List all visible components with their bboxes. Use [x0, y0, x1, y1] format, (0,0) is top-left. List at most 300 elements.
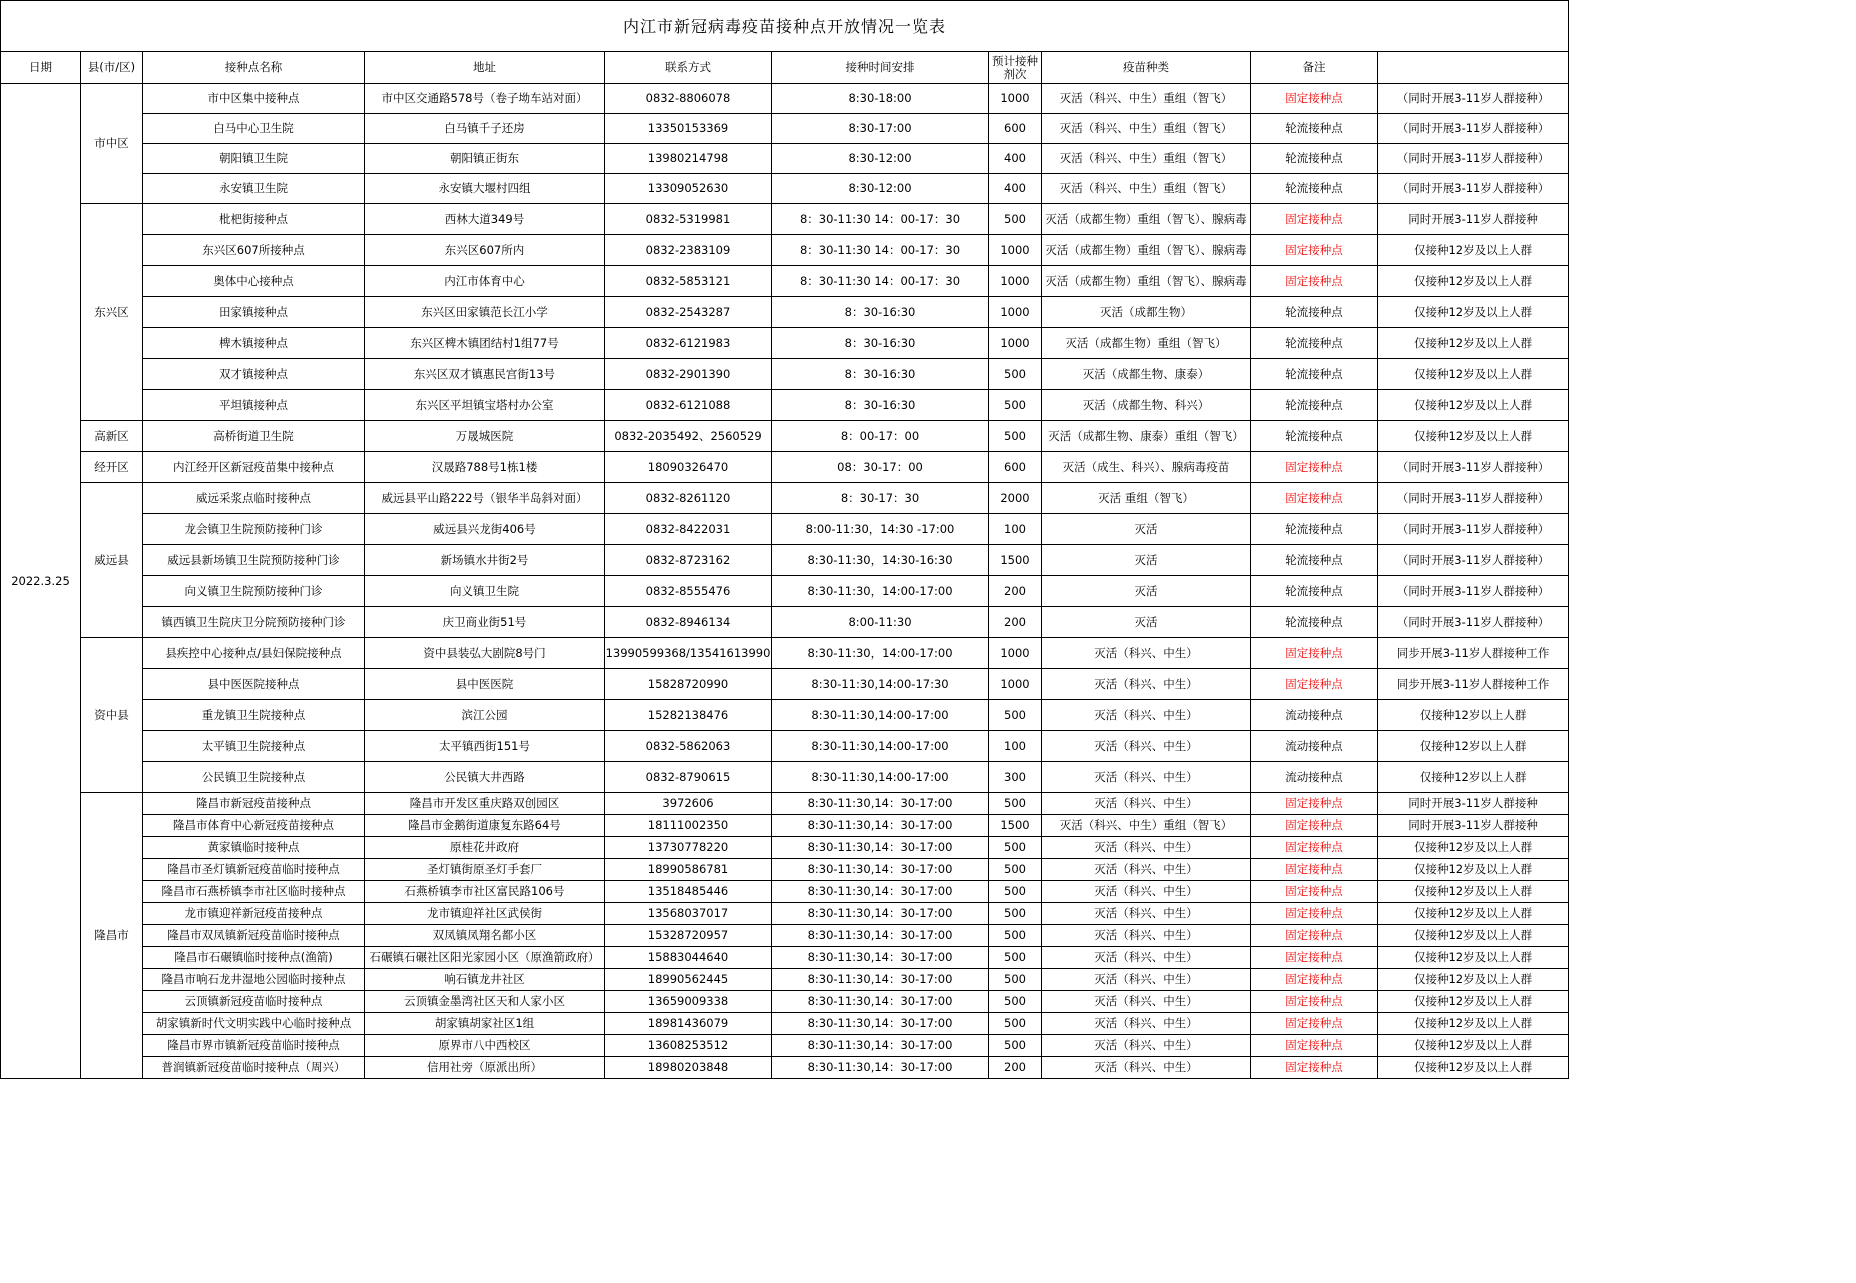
header-vaccine: 疫苗种类 [1042, 52, 1251, 84]
time-cell: 8：30-11:30 14：00-17：30 [772, 266, 989, 297]
table-row [1, 483, 1569, 514]
contact-cell: 18980203848 [605, 1057, 772, 1079]
table-row [1, 421, 1569, 452]
address-cell: 东兴区平坦镇宝塔村办公室 [365, 390, 605, 421]
contact-cell: 0832-8261120 [605, 483, 772, 514]
time-cell: 8:00-11:30，14:30 -17:00 [772, 514, 989, 545]
address-cell: 威远县兴龙街406号 [365, 514, 605, 545]
table-row [1, 903, 1569, 925]
note-cell: 仅接种12岁及以上人群 [1378, 903, 1569, 925]
vaccine-cell: 灭活（科兴、中生） [1042, 969, 1251, 991]
address-cell: 威远县平山路222号（银华半岛斜对面） [365, 483, 605, 514]
doses-cell: 1500 [989, 815, 1042, 837]
contact-cell: 13730778220 [605, 837, 772, 859]
doses-cell: 1000 [989, 297, 1042, 328]
contact-cell: 0832-2383109 [605, 235, 772, 266]
address-cell: 永安镇大堰村四组 [365, 174, 605, 204]
table-row [1, 114, 1569, 144]
note-cell: 仅接种12岁及以上人群 [1378, 1013, 1569, 1035]
doses-cell: 400 [989, 174, 1042, 204]
vaccine-cell: 灭活（成都生物）重组（智飞）、腺病毒 [1042, 204, 1251, 235]
vaccine-cell: 灭活 [1042, 607, 1251, 638]
doses-cell: 1000 [989, 266, 1042, 297]
remark-cell: 轮流接种点 [1251, 144, 1378, 174]
time-cell: 8:30-11:30,14：30-17:00 [772, 815, 989, 837]
address-cell: 东兴区椑木镇团结村1组77号 [365, 328, 605, 359]
note-cell: （同时开展3-11岁人群接种） [1378, 114, 1569, 144]
contact-cell: 0832-2901390 [605, 359, 772, 390]
site-name-cell: 普润镇新冠疫苗临时接种点（周兴） [143, 1057, 365, 1079]
time-cell: 8：30-17：30 [772, 483, 989, 514]
site-name-cell: 椑木镇接种点 [143, 328, 365, 359]
header-remark: 备注 [1251, 52, 1378, 84]
date-cell: 2022.3.25 [1, 84, 81, 1079]
note-cell: （同时开展3-11岁人群接种） [1378, 607, 1569, 638]
address-cell: 西林大道349号 [365, 204, 605, 235]
time-cell: 8:30-11:30,14：30-17:00 [772, 903, 989, 925]
address-cell: 太平镇西街151号 [365, 731, 605, 762]
vaccine-cell: 灭活 [1042, 514, 1251, 545]
header-site-name: 接种点名称 [143, 52, 365, 84]
site-name-cell: 公民镇卫生院接种点 [143, 762, 365, 793]
vaccine-cell: 灭活 [1042, 576, 1251, 607]
table-row [1, 607, 1569, 638]
site-name-cell: 白马中心卫生院 [143, 114, 365, 144]
contact-cell: 0832-2543287 [605, 297, 772, 328]
contact-cell: 15282138476 [605, 700, 772, 731]
header-district: 县(市/区) [81, 52, 143, 84]
remark-cell: 轮流接种点 [1251, 576, 1378, 607]
doses-cell: 100 [989, 514, 1042, 545]
time-cell: 8：30-11:30 14：00-17：30 [772, 235, 989, 266]
doses-cell: 200 [989, 576, 1042, 607]
vaccine-cell: 灭活（科兴、中生）重组（智飞） [1042, 174, 1251, 204]
address-cell: 朝阳镇正街东 [365, 144, 605, 174]
district-cell: 经开区 [81, 452, 143, 483]
table-row [1, 174, 1569, 204]
doses-cell: 500 [989, 390, 1042, 421]
remark-cell: 固定接种点 [1251, 837, 1378, 859]
note-cell: （同时开展3-11岁人群接种） [1378, 144, 1569, 174]
note-cell: 仅接种12岁及以上人群 [1378, 328, 1569, 359]
doses-cell: 500 [989, 925, 1042, 947]
doses-cell: 2000 [989, 483, 1042, 514]
note-cell: （同时开展3-11岁人群接种） [1378, 576, 1569, 607]
note-cell: 同步开展3-11岁人群接种工作 [1378, 638, 1569, 669]
site-name-cell: 龙会镇卫生院预防接种门诊 [143, 514, 365, 545]
time-cell: 8：30-11:30 14：00-17：30 [772, 204, 989, 235]
note-cell: 仅接种12岁及以上人群 [1378, 266, 1569, 297]
site-name-cell: 奥体中心接种点 [143, 266, 365, 297]
header-address: 地址 [365, 52, 605, 84]
table-row [1, 235, 1569, 266]
site-name-cell: 隆昌市圣灯镇新冠疫苗临时接种点 [143, 859, 365, 881]
table-row [1, 266, 1569, 297]
note-cell: （同时开展3-11岁人群接种） [1378, 545, 1569, 576]
remark-cell: 固定接种点 [1251, 1013, 1378, 1035]
site-name-cell: 隆昌市新冠疫苗接种点 [143, 793, 365, 815]
table-row [1, 859, 1569, 881]
remark-cell: 流动接种点 [1251, 731, 1378, 762]
time-cell: 8:30-11:30,14：30-17:00 [772, 837, 989, 859]
sheet-title: 内江市新冠病毒疫苗接种点开放情况一览表 [1, 1, 1569, 52]
site-name-cell: 隆昌市体育中心新冠疫苗接种点 [143, 815, 365, 837]
vaccine-cell: 灭活（科兴、中生） [1042, 669, 1251, 700]
site-name-cell: 太平镇卫生院接种点 [143, 731, 365, 762]
remark-cell: 轮流接种点 [1251, 328, 1378, 359]
table-row [1, 390, 1569, 421]
vaccine-cell: 灭活（科兴、中生） [1042, 881, 1251, 903]
note-cell: 同时开展3-11岁人群接种 [1378, 204, 1569, 235]
note-cell: 仅接种12岁及以上人群 [1378, 969, 1569, 991]
vaccine-cell: 灭活（成都生物）重组（智飞）、腺病毒 [1042, 235, 1251, 266]
vaccine-cell: 灭活（成都生物） [1042, 297, 1251, 328]
doses-cell: 1500 [989, 545, 1042, 576]
vaccine-cell: 灭活（成都生物）重组（智飞）、腺病毒 [1042, 266, 1251, 297]
table-row [1, 1013, 1569, 1035]
remark-cell: 轮流接种点 [1251, 359, 1378, 390]
time-cell: 8:30-11:30,14：30-17:00 [772, 925, 989, 947]
remark-cell: 流动接种点 [1251, 762, 1378, 793]
doses-cell: 1000 [989, 638, 1042, 669]
site-name-cell: 云顶镇新冠疫苗临时接种点 [143, 991, 365, 1013]
doses-cell: 1000 [989, 328, 1042, 359]
doses-cell: 500 [989, 1013, 1042, 1035]
note-cell: 仅接种12岁及以上人群 [1378, 947, 1569, 969]
district-cell: 市中区 [81, 84, 143, 204]
address-cell: 资中县装弘大剧院8号门 [365, 638, 605, 669]
time-cell: 8:30-11:30,14：30-17:00 [772, 947, 989, 969]
remark-cell: 轮流接种点 [1251, 114, 1378, 144]
vaccine-cell: 灭活（成生、科兴）、腺病毒疫苗 [1042, 452, 1251, 483]
contact-cell: 0832-6121088 [605, 390, 772, 421]
note-cell: 仅接种12岁及以上人群 [1378, 925, 1569, 947]
time-cell: 8:30-11:30,14：30-17:00 [772, 793, 989, 815]
address-cell: 圣灯镇街原圣灯手套厂 [365, 859, 605, 881]
address-cell: 向义镇卫生院 [365, 576, 605, 607]
remark-cell: 固定接种点 [1251, 483, 1378, 514]
contact-cell: 15328720957 [605, 925, 772, 947]
site-name-cell: 隆昌市界市镇新冠疫苗临时接种点 [143, 1035, 365, 1057]
site-name-cell: 市中区集中接种点 [143, 84, 365, 114]
doses-cell: 1000 [989, 669, 1042, 700]
address-cell: 内江市体育中心 [365, 266, 605, 297]
time-cell: 8:30-17:00 [772, 114, 989, 144]
site-name-cell: 镇西镇卫生院庆卫分院预防接种门诊 [143, 607, 365, 638]
time-cell: 8:30-12:00 [772, 144, 989, 174]
remark-cell: 固定接种点 [1251, 1057, 1378, 1079]
contact-cell: 18990562445 [605, 969, 772, 991]
table-row [1, 947, 1569, 969]
address-cell: 万晟城医院 [365, 421, 605, 452]
address-cell: 隆昌市开发区重庆路双创园区 [365, 793, 605, 815]
address-cell: 龙市镇迎祥社区武侯街 [365, 903, 605, 925]
table-row [1, 576, 1569, 607]
address-cell: 东兴区607所内 [365, 235, 605, 266]
site-name-cell: 隆昌市响石龙井湿地公园临时接种点 [143, 969, 365, 991]
vaccine-cell: 灭活（科兴、中生） [1042, 700, 1251, 731]
site-name-cell: 隆昌市石碾镇临时接种点(渔箭) [143, 947, 365, 969]
contact-cell: 0832-8790615 [605, 762, 772, 793]
district-cell: 威远县 [81, 483, 143, 638]
time-cell: 8:30-11:30,14：30-17:00 [772, 859, 989, 881]
header-note [1378, 52, 1569, 84]
remark-cell: 固定接种点 [1251, 669, 1378, 700]
time-cell: 8:30-11:30,14:00-17:30 [772, 669, 989, 700]
contact-cell: 0832-5853121 [605, 266, 772, 297]
contact-cell: 13980214798 [605, 144, 772, 174]
vaccine-cell: 灭活（科兴、中生） [1042, 1035, 1251, 1057]
table-row [1, 1057, 1569, 1079]
district-cell: 资中县 [81, 638, 143, 793]
time-cell: 8:30-11:30,14:00-17:00 [772, 700, 989, 731]
contact-cell: 18990586781 [605, 859, 772, 881]
vaccine-cell: 灭活（科兴、中生）重组（智飞） [1042, 84, 1251, 114]
vaccine-cell: 灭活（成都生物）重组（智飞） [1042, 328, 1251, 359]
site-name-cell: 威远采浆点临时接种点 [143, 483, 365, 514]
remark-cell: 固定接种点 [1251, 452, 1378, 483]
vaccine-cell: 灭活（科兴、中生）重组（智飞） [1042, 114, 1251, 144]
table-row [1, 144, 1569, 174]
remark-cell: 固定接种点 [1251, 881, 1378, 903]
note-cell: 仅接种12岁及以上人群 [1378, 1035, 1569, 1057]
time-cell: 8：30-16:30 [772, 390, 989, 421]
note-cell: 同步开展3-11岁人群接种工作 [1378, 669, 1569, 700]
note-cell: 同时开展3-11岁人群接种 [1378, 793, 1569, 815]
note-cell: （同时开展3-11岁人群接种） [1378, 84, 1569, 114]
contact-cell: 13990599368/13541613990 [605, 638, 772, 669]
table-row [1, 545, 1569, 576]
remark-cell: 固定接种点 [1251, 235, 1378, 266]
vaccine-cell: 灭活（科兴、中生） [1042, 762, 1251, 793]
table-row [1, 669, 1569, 700]
note-cell: （同时开展3-11岁人群接种） [1378, 174, 1569, 204]
vaccine-cell: 灭活（成都生物、科兴） [1042, 390, 1251, 421]
table-body [1, 84, 1569, 1079]
doses-cell: 500 [989, 204, 1042, 235]
table-row [1, 328, 1569, 359]
vaccine-cell: 灭活（科兴、中生） [1042, 1013, 1251, 1035]
district-cell: 东兴区 [81, 204, 143, 421]
time-cell: 8:30-11:30,14：30-17:00 [772, 991, 989, 1013]
site-name-cell: 县疾控中心接种点/县妇保院接种点 [143, 638, 365, 669]
contact-cell: 18981436079 [605, 1013, 772, 1035]
remark-cell: 固定接种点 [1251, 991, 1378, 1013]
time-cell: 8:30-18:00 [772, 84, 989, 114]
header-time: 接种时间安排 [772, 52, 989, 84]
doses-cell: 200 [989, 1057, 1042, 1079]
address-cell: 汉晟路788号1栋1楼 [365, 452, 605, 483]
address-cell: 原桂花井政府 [365, 837, 605, 859]
contact-cell: 0832-2035492、2560529 [605, 421, 772, 452]
header-contact: 联系方式 [605, 52, 772, 84]
remark-cell: 固定接种点 [1251, 815, 1378, 837]
table-row [1, 297, 1569, 328]
doses-cell: 200 [989, 607, 1042, 638]
table-row [1, 731, 1569, 762]
address-cell: 滨江公园 [365, 700, 605, 731]
contact-cell: 13309052630 [605, 174, 772, 204]
site-name-cell: 向义镇卫生院预防接种门诊 [143, 576, 365, 607]
time-cell: 8:30-11:30,14：30-17:00 [772, 1057, 989, 1079]
site-name-cell: 龙市镇迎祥新冠疫苗接种点 [143, 903, 365, 925]
contact-cell: 0832-8806078 [605, 84, 772, 114]
address-cell: 隆昌市金鹅街道康复东路64号 [365, 815, 605, 837]
contact-cell: 18111002350 [605, 815, 772, 837]
header-row [1, 52, 1569, 84]
vaccine-cell: 灭活 [1042, 545, 1251, 576]
table-row [1, 514, 1569, 545]
contact-cell: 0832-8946134 [605, 607, 772, 638]
address-cell: 白马镇千子还房 [365, 114, 605, 144]
contact-cell: 18090326470 [605, 452, 772, 483]
table-row [1, 969, 1569, 991]
district-cell: 高新区 [81, 421, 143, 452]
site-name-cell: 田家镇接种点 [143, 297, 365, 328]
vaccine-cell: 灭活（科兴、中生） [1042, 925, 1251, 947]
header-doses: 预计接种剂次 [989, 52, 1042, 84]
vaccine-cell: 灭活（科兴、中生） [1042, 947, 1251, 969]
contact-cell: 13350153369 [605, 114, 772, 144]
contact-cell: 0832-5862063 [605, 731, 772, 762]
note-cell: 仅接种12岁及以上人群 [1378, 859, 1569, 881]
table-row [1, 837, 1569, 859]
vaccine-cell: 灭活（科兴、中生） [1042, 837, 1251, 859]
note-cell: 仅接种12岁以上人群 [1378, 762, 1569, 793]
time-cell: 8:30-11:30,14:00-17:00 [772, 762, 989, 793]
doses-cell: 1000 [989, 84, 1042, 114]
contact-cell: 0832-5319981 [605, 204, 772, 235]
table-row [1, 638, 1569, 669]
remark-cell: 轮流接种点 [1251, 421, 1378, 452]
contact-cell: 3972606 [605, 793, 772, 815]
contact-cell: 13568037017 [605, 903, 772, 925]
time-cell: 8：30-16:30 [772, 359, 989, 390]
contact-cell: 0832-8422031 [605, 514, 772, 545]
contact-cell: 15883044640 [605, 947, 772, 969]
time-cell: 8：00-17：00 [772, 421, 989, 452]
site-name-cell: 内江经开区新冠疫苗集中接种点 [143, 452, 365, 483]
address-cell: 云顶镇金墨湾社区天和人家小区 [365, 991, 605, 1013]
doses-cell: 500 [989, 1035, 1042, 1057]
vaccine-cell: 灭活（成都生物、康泰） [1042, 359, 1251, 390]
note-cell: 仅接种12岁及以上人群 [1378, 297, 1569, 328]
remark-cell: 轮流接种点 [1251, 545, 1378, 576]
contact-cell: 0832-6121983 [605, 328, 772, 359]
address-cell: 石燕桥镇李市社区富民路106号 [365, 881, 605, 903]
vaccine-cell: 灭活（科兴、中生） [1042, 638, 1251, 669]
note-cell: 仅接种12岁及以上人群 [1378, 837, 1569, 859]
remark-cell: 固定接种点 [1251, 1035, 1378, 1057]
doses-cell: 1000 [989, 235, 1042, 266]
site-name-cell: 双才镇接种点 [143, 359, 365, 390]
address-cell: 双凤镇凤翔名都小区 [365, 925, 605, 947]
note-cell: 仅接种12岁以上人群 [1378, 700, 1569, 731]
address-cell: 市中区交通路578号（卷子坳车站对面） [365, 84, 605, 114]
remark-cell: 固定接种点 [1251, 266, 1378, 297]
doses-cell: 500 [989, 359, 1042, 390]
remark-cell: 固定接种点 [1251, 969, 1378, 991]
contact-cell: 0832-8555476 [605, 576, 772, 607]
table-row [1, 84, 1569, 114]
address-cell: 新场镇水井街2号 [365, 545, 605, 576]
address-cell: 响石镇龙井社区 [365, 969, 605, 991]
note-cell: 仅接种12岁及以上人群 [1378, 359, 1569, 390]
note-cell: 仅接种12岁及以上人群 [1378, 421, 1569, 452]
vaccine-cell: 灭活（科兴、中生） [1042, 1057, 1251, 1079]
table-row [1, 359, 1569, 390]
remark-cell: 轮流接种点 [1251, 514, 1378, 545]
remark-cell: 固定接种点 [1251, 84, 1378, 114]
site-name-cell: 威远县新场镇卫生院预防接种门诊 [143, 545, 365, 576]
vaccine-cell: 灭活（科兴、中生） [1042, 991, 1251, 1013]
district-cell: 隆昌市 [81, 793, 143, 1079]
vaccine-cell: 灭活（科兴、中生）重组（智飞） [1042, 815, 1251, 837]
time-cell: 8：30-16:30 [772, 297, 989, 328]
address-cell: 胡家镇胡家社区1组 [365, 1013, 605, 1035]
time-cell: 8:00-11:30 [772, 607, 989, 638]
doses-cell: 500 [989, 947, 1042, 969]
table-row [1, 700, 1569, 731]
table-row [1, 793, 1569, 815]
time-cell: 8:30-11:30，14:00-17:00 [772, 576, 989, 607]
vaccine-cell: 灭活（科兴、中生） [1042, 903, 1251, 925]
table-row [1, 1035, 1569, 1057]
contact-cell: 13608253512 [605, 1035, 772, 1057]
address-cell: 石碾镇石碾社区阳光家园小区（原渔箭政府） [365, 947, 605, 969]
site-name-cell: 胡家镇新时代文明实践中心临时接种点 [143, 1013, 365, 1035]
table-row [1, 762, 1569, 793]
table-row [1, 815, 1569, 837]
vaccine-cell: 灭活（科兴、中生）重组（智飞） [1042, 144, 1251, 174]
doses-cell: 500 [989, 903, 1042, 925]
site-name-cell: 东兴区607所接种点 [143, 235, 365, 266]
vaccine-cell: 灭活 重组（智飞） [1042, 483, 1251, 514]
remark-cell: 固定接种点 [1251, 859, 1378, 881]
site-name-cell: 高桥街道卫生院 [143, 421, 365, 452]
site-name-cell: 黄家镇临时接种点 [143, 837, 365, 859]
doses-cell: 500 [989, 837, 1042, 859]
doses-cell: 100 [989, 731, 1042, 762]
note-cell: （同时开展3-11岁人群接种） [1378, 452, 1569, 483]
doses-cell: 500 [989, 700, 1042, 731]
site-name-cell: 县中医医院接种点 [143, 669, 365, 700]
doses-cell: 500 [989, 859, 1042, 881]
remark-cell: 固定接种点 [1251, 925, 1378, 947]
table-row [1, 991, 1569, 1013]
remark-cell: 流动接种点 [1251, 700, 1378, 731]
remark-cell: 固定接种点 [1251, 638, 1378, 669]
doses-cell: 500 [989, 793, 1042, 815]
remark-cell: 固定接种点 [1251, 204, 1378, 235]
address-cell: 庆卫商业街51号 [365, 607, 605, 638]
doses-cell: 500 [989, 421, 1042, 452]
site-name-cell: 永安镇卫生院 [143, 174, 365, 204]
site-name-cell: 隆昌市石燕桥镇李市社区临时接种点 [143, 881, 365, 903]
table-row [1, 204, 1569, 235]
address-cell: 公民镇大井西路 [365, 762, 605, 793]
site-name-cell: 隆昌市双凤镇新冠疫苗临时接种点 [143, 925, 365, 947]
time-cell: 8:30-11:30,14:00-17:00 [772, 731, 989, 762]
time-cell: 8:30-12:00 [772, 174, 989, 204]
address-cell: 东兴区田家镇范长江小学 [365, 297, 605, 328]
time-cell: 8:30-11:30，14:30-16:30 [772, 545, 989, 576]
vaccine-cell: 灭活（科兴、中生） [1042, 731, 1251, 762]
doses-cell: 400 [989, 144, 1042, 174]
time-cell: 8:30-11:30，14:00-17:00 [772, 638, 989, 669]
remark-cell: 固定接种点 [1251, 947, 1378, 969]
note-cell: （同时开展3-11岁人群接种） [1378, 483, 1569, 514]
